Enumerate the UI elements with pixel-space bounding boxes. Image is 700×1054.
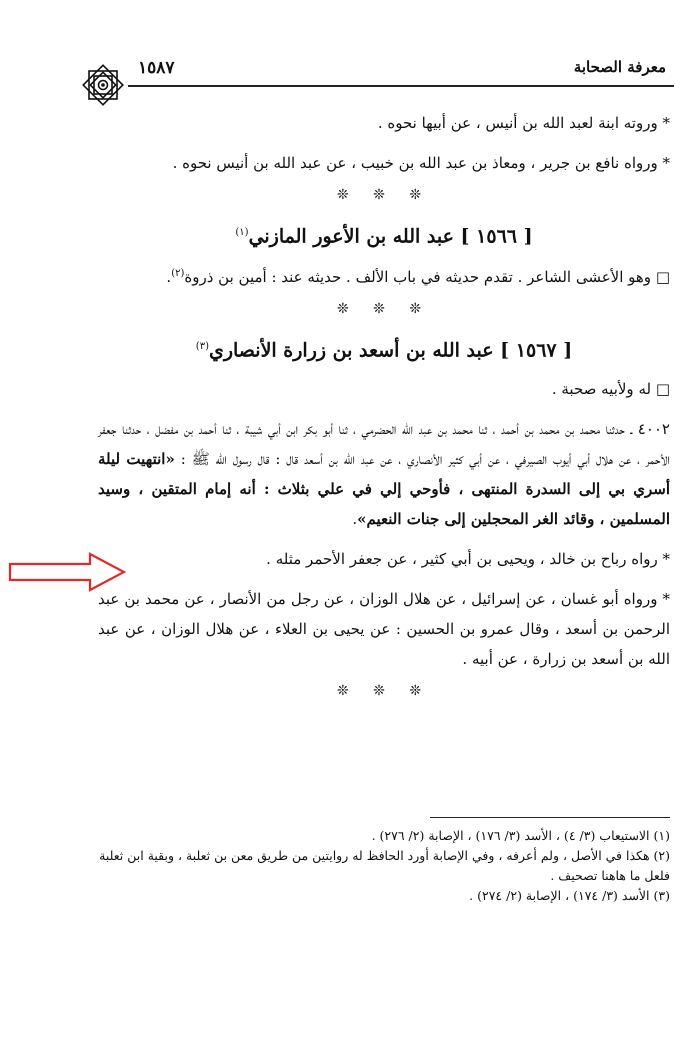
entry-title-1567	[98, 330, 670, 367]
paragraph-narration-1: * وروته ابنة لعبد الله بن أنيس ، عن أبيها نحوه .	[377, 114, 670, 132]
footnote-3: (٣) الأسد (٣/ ١٧٤) ، الإصابة (٢/ ٢٧٤) .	[469, 888, 670, 903]
book-title: معرفة الصحابة	[573, 58, 666, 76]
footnote-ref: (٣)	[195, 341, 209, 353]
footnote-2: (٢) هكذا في الأصل ، ولم أعرفه ، وفي الإصابة أورد الحافظ له روايتين من طريق معن بن ثعلبة ، وبقية ابن ثعلبة فلعل ما هاهنا تصحيف .	[99, 848, 670, 883]
section-divider-stars: ❊ ❊ ❊	[336, 301, 432, 318]
entry-title-text: [ ١٥٦٦ ] عبد الله بن الأعور المازني	[248, 225, 533, 248]
page-header	[82, 56, 674, 86]
sentence-end: .	[352, 509, 358, 528]
page-number: ١٥٨٧	[138, 58, 175, 78]
entry-description-1566	[98, 259, 670, 292]
entry-title-text: [ ١٥٦٧ ] عبد الله بن أسعد بن زرارة الأنصاري	[208, 339, 573, 362]
main-text	[98, 108, 670, 708]
footnotes	[98, 826, 670, 906]
footnote-ref: (١)	[235, 227, 249, 238]
paragraph-narration-2: * ورواه نافع بن جرير ، ومعاذ بن عبد الله بن خبيب ، عن عبد الله بن أنيس نحوه .	[172, 154, 670, 172]
paragraph-narration-3: * رواه رباح بن خالد ، ويحيى بن أبي كثير ، عن جعفر الأحمر مثله .	[266, 549, 670, 568]
entry-description-1567: □ له ولأبيه صحبة .	[551, 379, 670, 398]
section-divider-stars: ❊ ❊ ❊	[336, 187, 432, 203]
octagram-ornament-icon	[78, 60, 128, 110]
footnote-rule	[430, 817, 670, 818]
hadith-4002	[98, 414, 670, 534]
footnote-1: (١) الاستيعاب (٣/ ٤) ، الأسد (٣/ ١٧٦) ، الإصابة (٢/ ٢٧٦) .	[371, 828, 670, 843]
hadith-matn: «انتهيت ليلة أسري بي إلى السدرة المنتهى ، فأوحي إلي في علي بثلاث : أنه إمام المتقين ، وسيد المسلمين ، وقائد الغر المحجلين إلى جنات النعيم»	[98, 449, 670, 528]
header-rule	[128, 85, 674, 87]
sentence-end: .	[166, 268, 172, 287]
section-divider-stars: ❊ ❊ ❊	[336, 682, 432, 699]
paragraph-narration-4: * ورواه أبو غسان ، عن إسرائيل ، عن هلال الوزان ، عن رجل من الأنصار ، عن محمد بن عبد الرحمن بن أسعد ، وقال عمرو بن الحسين : عن يحيى بن العلاء ، عن هلال الوزان ، عن عبد الله بن أسعد بن زرارة ، عن أبيه .	[98, 589, 670, 668]
footnote-ref: (٢)	[171, 268, 185, 280]
hadith-chain: ٤٠٠٢ ـ حدثنا محمد بن محمد بن أحمد ، ثنا محمد بن عبد الله الحضرمي ، ثنا أبو بكر ابن أبي شيبة ، ثنا أحمد بن مفضل ، حدثنا جعفر الأحمر ، عن هلال أبي أيوب الصيرفي ، عن أبي كثير الأنصاري ، عن عبد الله بن أسعد قال : قال رسول الله ﷺ :	[98, 419, 670, 468]
entry-title-1566	[98, 216, 670, 253]
entry-description-text: □ وهو الأعشى الشاعر . تقدم حديثه في باب الألف . حديثه عند : أمين بن ذروة	[184, 268, 670, 287]
arrow-right-icon	[8, 552, 126, 592]
